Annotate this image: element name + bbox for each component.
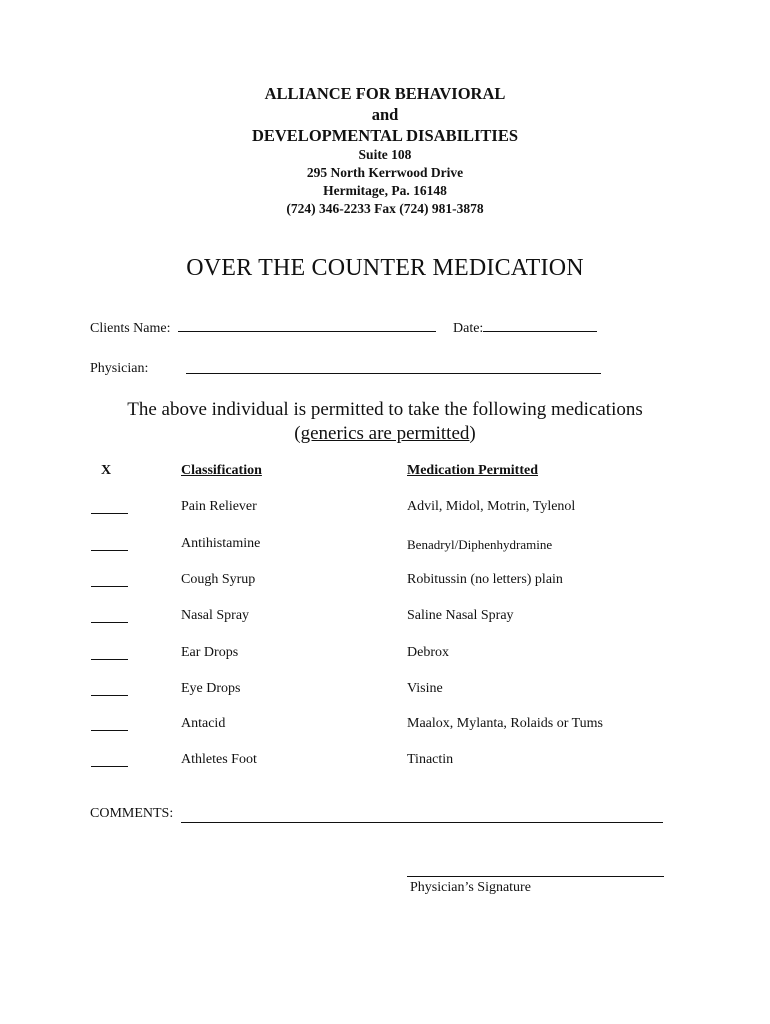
classification-cell: Athletes Foot — [181, 752, 257, 767]
generics-note — [0, 422, 770, 446]
clients-name-label: Clients Name: — [90, 321, 171, 336]
classification-cell: Antihistamine — [181, 536, 261, 551]
permission-text: The above individual is permitted to take the following medications — [127, 399, 643, 420]
medication-row — [0, 536, 770, 558]
medication-cell: Tinactin — [407, 752, 454, 767]
physician-signature-line[interactable] — [407, 876, 664, 877]
classification-cell: Antacid — [181, 716, 226, 731]
clients-name-input[interactable] — [178, 319, 436, 332]
phone-fax: (724) 346-2233 Fax (724) 981-3878 — [286, 201, 484, 216]
clients-name-field — [90, 319, 436, 337]
date-input[interactable] — [483, 319, 597, 332]
medication-row — [0, 752, 770, 774]
medication-cell: Maalox, Mylanta, Rolaids or Tums — [407, 716, 604, 731]
physician-input[interactable] — [186, 361, 601, 374]
medication-row — [0, 608, 770, 630]
address-city: Hermitage, Pa. 16148 — [323, 183, 447, 198]
medication-row — [0, 681, 770, 703]
date-field — [453, 319, 597, 337]
classification-cell: Cough Syrup — [181, 572, 256, 587]
medication-cell: Visine — [407, 681, 443, 696]
physician-label: Physician: — [90, 361, 149, 376]
medication-cell: Robitussin (no letters) plain — [407, 572, 563, 587]
check-blank[interactable] — [91, 550, 128, 551]
medication-row — [0, 572, 770, 594]
generics-text: generics are permitted — [300, 423, 470, 444]
date-label: Date: — [453, 321, 484, 336]
check-blank[interactable] — [91, 659, 128, 660]
classification-cell: Eye Drops — [181, 681, 241, 696]
medication-row — [0, 716, 770, 738]
check-blank[interactable] — [91, 622, 128, 623]
permission-statement — [0, 398, 770, 446]
medication-cell: Benadryl/Diphenhydramine — [407, 537, 553, 552]
classification-cell: Nasal Spray — [181, 608, 250, 623]
medication-cell: Debrox — [407, 645, 449, 660]
physician-signature-label: Physician’s Signature — [410, 880, 531, 895]
comments-input[interactable] — [181, 822, 663, 823]
medication-row — [0, 645, 770, 667]
check-blank[interactable] — [91, 766, 128, 767]
classification-cell: Pain Reliever — [181, 499, 257, 514]
org-name-line-2: and — [371, 105, 399, 124]
check-blank[interactable] — [91, 513, 128, 514]
column-header-classification: Classification — [181, 463, 262, 478]
page-title: OVER THE COUNTER MEDICATION — [186, 255, 584, 281]
physician-field — [186, 361, 601, 379]
generics-close-paren: ) — [469, 423, 476, 444]
check-blank[interactable] — [91, 730, 128, 731]
column-header-x: X — [101, 463, 112, 478]
comments-label: COMMENTS: — [90, 806, 174, 821]
check-blank[interactable] — [91, 586, 128, 587]
medication-cell: Advil, Midol, Motrin, Tylenol — [407, 499, 576, 514]
column-header-medication: Medication Permitted — [407, 463, 539, 478]
medication-cell: Saline Nasal Spray — [407, 608, 514, 623]
address-suite: Suite 108 — [358, 147, 412, 162]
classification-cell: Ear Drops — [181, 645, 239, 660]
check-blank[interactable] — [91, 695, 128, 696]
organization-header — [0, 83, 770, 218]
org-name-line-1: ALLIANCE FOR BEHAVIORAL — [264, 84, 506, 103]
org-name-line-3: DEVELOPMENTAL DISABILITIES — [251, 126, 519, 145]
medication-row — [0, 499, 770, 521]
address-street: 295 North Kerrwood Drive — [306, 165, 464, 180]
generics-open-paren: ( — [294, 423, 301, 444]
